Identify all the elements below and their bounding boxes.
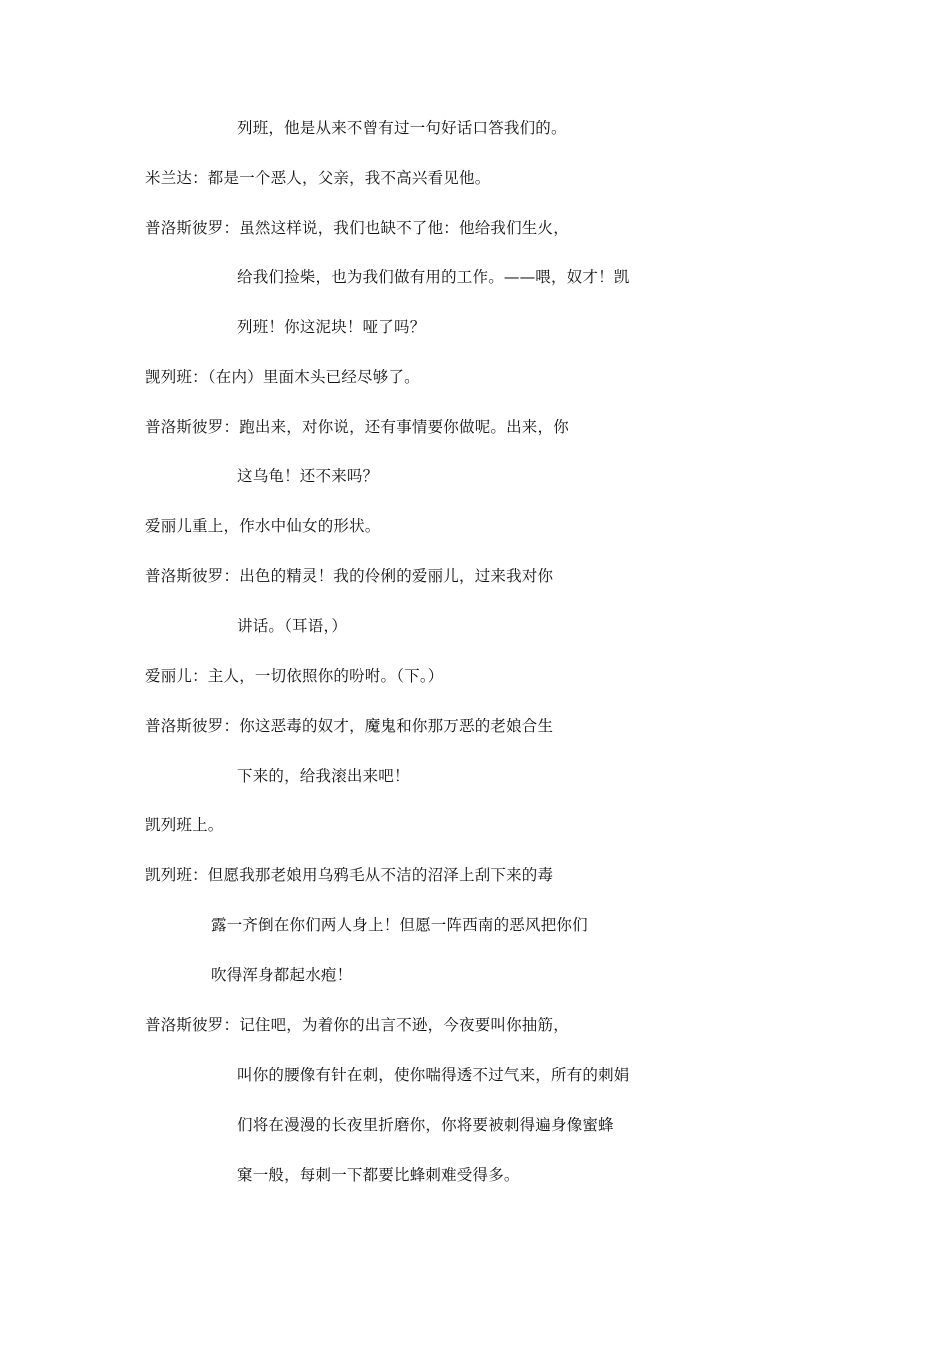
text-line: 普洛斯彼罗：记住吧，为着你的出言不逊，今夜要叫你抽筋， [145,1016,569,1034]
text-line: 这乌龟！还不来吗？ [237,467,379,485]
text-line: 普洛斯彼罗：跑出来，对你说，还有事情要你做呢。出来，你 [145,418,569,436]
text-line: 下来的，给我滚出来吧！ [237,767,410,785]
text-line: 露一齐倒在你们两人身上！但愿一阵西南的恶风把你们 [211,916,588,934]
text-line: 普洛斯彼罗：虽然这样说，我们也缺不了他：他给我们生火， [145,219,569,237]
text-line: 普洛斯彼罗：你这恶毒的奴才，魔鬼和你那万恶的老娘合生 [145,717,554,735]
text-line: 们将在漫漫的长夜里折磨你，你将要被刺得遍身像蜜蜂 [237,1116,614,1134]
text-line: 列班，他是从来不曾有过一句好话口答我们的。 [237,119,567,137]
text-line: 觊列班：（在内）里面木头已经尽够了。 [145,368,420,386]
text-line: 凯列班上。 [145,816,224,834]
text-line: 吹得浑身都起水疱！ [211,966,353,984]
text-line: 列班！你这泥块！哑了吗？ [237,318,426,336]
text-line: 爱丽儿重上，作水中仙女的形状。 [145,517,381,535]
text-line: 叫你的腰像有针在刺，使你喘得透不过气来，所有的刺娟 [237,1066,630,1084]
text-line: 普洛斯彼罗：出色的精灵！我的伶俐的爱丽儿，过来我对你 [145,567,554,585]
text-line: 爱丽儿：主人，一切依照你的吩咐。（下。） [145,667,444,685]
text-line: 凯列班：但愿我那老娘用乌鸦毛从不洁的沼泽上刮下来的毒 [145,866,554,884]
text-line: 讲话。（耳语，） [237,617,348,635]
text-line: 米兰达：都是一个恶人，父亲，我不高兴看见他。 [145,169,491,187]
text-line: 给我们捡柴，也为我们做有用的工作。——喂，奴才！凯 [237,268,630,286]
text-line: 窠一般，每刺一下都要比蜂刺难受得多。 [237,1166,520,1184]
